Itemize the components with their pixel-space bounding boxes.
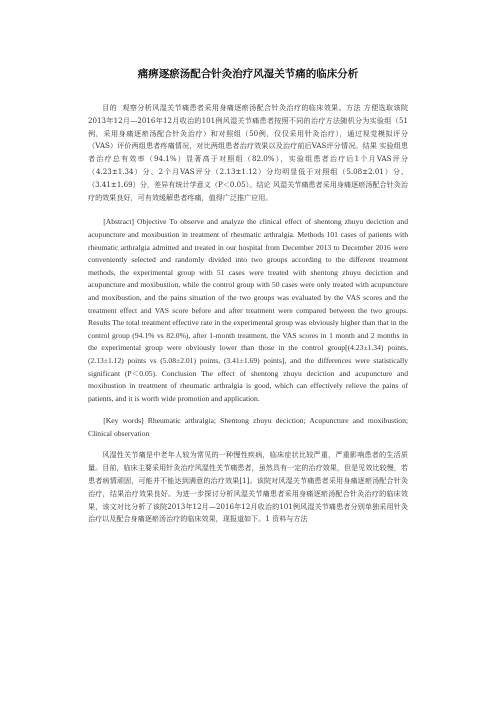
paper-title: 痛痹逐瘀汤配合针灸治疗风湿关节痛的临床分析 [137, 68, 359, 80]
keywords-label: [Key words] [103, 416, 144, 426]
keywords-text: Rheumatic arthralgia; Shentong zhuyu deciction; Acupuncture and moxibustion; Clinical observation [88, 416, 408, 438]
chinese-abstract-text: 观察分析风湿关节痛患者采用身痛逐瘀汤配合针灸治疗的临床效果。方法 方便选取该院2013年12月—2016年12月收治的101例风湿关节痛患者按照不同的治疗方法随机分为实验组（51例，采用身痛逐瘀汤配合针灸治疗）和对照组（50例，仅仅采用针灸治疗），通过视觉模拟评分（VAS）评价两组患者疼痛情况，对比两组患者治疗效果以及治疗前后VAS评分情况。结果 实验组患者治疗总有效率（94.1%）显著高于对照组（82.0%），实验组患者治疗后1个月VAS评分（4.23±1.34）分、2个月VAS评分（2.13±1.12）分均明显低于对照组（5.08±2.01）分、（3.41±1.69）分，差异有统计学意义（P＜0.05）。结论 风湿关节痛患者采用身痛逐瘀汤配合针灸治疗的效果良好，可有效缓解患者疼痛，值得广泛推广应用。 [88, 103, 408, 202]
introduction-paragraph: 风湿性关节痛是中老年人较为常见的一种慢性疾病，临床症状比较严重，严重影响患者的生活质量。目前，临床主要采用针灸治疗风湿性关节痛患者，虽然具有一定的治疗效果，但是见效比较慢，若患者病情顽固，可能并不能达到满意的治疗效果[1]。该院对风湿关节痛患者采用身痛逐瘀汤配合针灸治疗，结果治疗效果良好。为进一步探讨分析风湿关节痛患者采用身痛逐瘀汤配合针灸治疗的临床效果，该文对比分析了该院2013年12月—2016年12月收治的101例风湿关节痛患者分别单独采用针灸治疗以及配合身痛逐瘀汤治疗的临床效果，现报道如下。1 资料与方法 [88, 450, 408, 524]
english-abstract-text: To observe and analyze the clinical effect of shentong zhuyu deciction and acupuncture and moxibustion in treatment of rheumatic arthralgia. Methods 101 cases of patients with rheumatic arthralgia admitted and treated in our hospital from December 2013 to December 2016 were conveniently selected and randomly divided into two groups according to the different treatment methods, the experimental group with 51 cases were treated with shentong zhuyu deciction and acupuncture and moxibustion, while the control group with 50 cases were only treated with acupuncture and moxibustion, and the pains situation of the two groups was evaluated by the VAS scores and the treatment effect and VAS score before and after treatment were compared between the two groups. Results The total treatment effective rate in the experimental group was obviously higher than that in the control group (94.1% vs 82.0%), after 1-month treatment, the VAS scores in 1 month and 2 months in the experimental group were obviously lower than those in the control group[(4.23±1.34) points, (2.13±1.12) points vs (5.08±2.01) points, (3.41±1.69) points], and the differences were statistically significant (P＜0.05). Conclusion The effect of shentong zhuyu deciction and acupuncture and moxibustion in treatment of rheumatic arthralgia is good, which can effectively relieve the pains of patients, and it is worth wide promotion and application. [88, 217, 408, 403]
english-abstract-label: [Abstract] Objective [103, 217, 167, 227]
chinese-abstract-label: 目的 [102, 103, 118, 112]
keywords [88, 415, 408, 440]
english-abstract [88, 216, 408, 405]
chinese-abstract [88, 102, 408, 204]
